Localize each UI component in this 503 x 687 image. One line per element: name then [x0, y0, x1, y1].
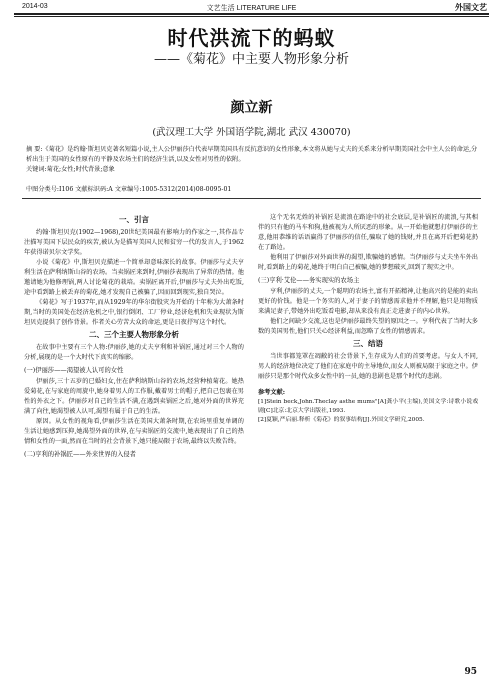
article-title: 时代洪流下的蚂蚁: [167, 26, 336, 50]
section-heading: 三、结语: [353, 339, 383, 348]
paragraph: 《菊花》写于1937年,而从1929年的华尔街股灾为开始的十年称为大萧条时期,当时的美国处在经济危机之中,银行倒闭、工厂停业,经济危机和失业现状为斯坦贝克提供了创作背景。作者关心劳苦大众的命运,更是日夜抒写这个时代。: [24, 299, 244, 326]
left-column: [24, 213, 244, 461]
reference-item: [2]夏颖,严启丽.释析《菊花》的叙事结构[J].外国文学研究,2005.: [258, 417, 425, 423]
keywords: 关键词:菊花;女性;时代背景;意象: [26, 166, 115, 173]
column-label: 外国文艺: [455, 2, 487, 12]
running-header: [0, 0, 503, 16]
abstract: 摘 要:《菊花》是约翰·斯坦贝克著名短篇小说,主人公伊丽莎白代表早期美国具有反抗意识的女性形象,本文将从她与丈夫的关系来分析早期美国社会中主人公的命运,分析出生于美国的女性原有的平静及农场主们的经济生活,以及女性对男性的依附。: [26, 146, 478, 163]
subsection-heading: (一)伊丽莎——渴望被人认可的女性: [24, 367, 124, 374]
paragraph: 小说《菊花》中,斯坦贝克描述一个简单却意味深长的故事。伊丽莎与丈夫亨利生活在萨利纳斯山谷的农场。当卖锅匠来到时,伊丽莎表现出了异常的热情。他邀请她为他修理锅,两人讨论菊花的栽培。卖锅匠离开后,伊丽莎与丈夫外出吃饭,途中看到路上被丢弃的菊花,她才发现自己被骗了,因而回到现实,独自哭泣。: [24, 259, 244, 296]
header-rule-thin: [14, 16, 489, 17]
paragraph: 伊丽莎,三十五岁的已婚妇女,住在萨利纳斯山谷的农场,经营种植菊花。她热爱菊花,在与家庭的周旋中,她身着男人的工作服,戴着男士的帽子,把自己包裹在男性的外衣之下。伊丽莎对自己的生活不满,在遇到卖锅匠之后,她对外面的世界充满了向往,她渴望被人认可,渴望有属于自己的生活。: [24, 378, 244, 415]
subsection-heading: (二)亨利的补锅匠——外来世界的入侵者: [24, 451, 136, 458]
paragraph: 这个无名无姓的补锅匠是流浪在路途中的社会底层,是补锅匠的流浪,与其相伴的只有他的马车和狗,他被视为人所厌恶的形象。从一开始他就想打伊丽莎的主意,他用恭维的话语赢得了伊丽莎的信任,骗取了她的钱财,并且在离开后把菊花扔在了路边。: [258, 214, 478, 251]
journal-name: 文艺生活 LITERATURE LIFE: [206, 5, 297, 12]
author-name: 颜立新: [230, 100, 273, 116]
paragraph: 原因。从女性的视角看,伊丽莎生活在美国大萧条时期,在农场里重复单调的生活让她感到压抑,她渴望外面的世界,在与卖锅匠的交流中,她表现出了自己的热情和女性的一面,然而在当时的社会背景下,她只能局限于农场,最终以失败告终。: [24, 418, 244, 445]
abstract-block: [26, 145, 478, 175]
paragraph: 他们之间缺少交流,这也是伊丽莎最终失望的原因之一。亨利代表了当时大多数的美国男性,他们只关心经济利益,而忽略了女性的情感需求。: [258, 318, 478, 335]
references-heading: 参考文献:: [258, 389, 286, 396]
section-heading: 二、三个主要人物形象分析: [89, 330, 179, 339]
section-heading: 一、引言: [119, 215, 149, 224]
paragraph: 约翰·斯坦贝克(1902—1968),20世纪美国最有影响力的作家之一,其作品专注描写美国下层民众的疾苦,被认为是描写美国人民和贫穷一代的发言人,于1962年获得诺贝尔文学奖。: [24, 229, 244, 256]
classification-line: 中图分类号:I106 文献标识码:A 文章编号:1005-5312(2014)08-0095-01: [26, 186, 232, 193]
issue-label: 2014-03: [22, 3, 48, 10]
reference-item: [1]Stein beck,John.Theclay asthe mums"[A]龚小平(主编),美国文学:诗歌小说戏剧[C]北京:北京大学出版社,1993.: [258, 399, 478, 414]
paragraph: 亨利,伊丽莎的丈夫,一个聪明的农场主,富有开拓精神,让他高兴的是能的卖出更好的价钱。他是一个务实的人,对于妻子的情感需求他并不理解,他只是用物质来满足妻子,带她外出吃饭看电影,却从来没有真正走进妻子的内心世界。: [258, 288, 478, 315]
paragraph: 他利用了伊丽莎对外面世界的渴望,欺骗她的感情。当伊丽莎与丈夫坐车外出时,看到路上的菊花,她终于明白自己被骗,她的梦想破灭,回到了现实之中。: [258, 254, 478, 271]
page-number: 95: [464, 667, 477, 677]
paragraph: 当世事都笼罩在凋敝的社会背景下,生存成为人们的首要考虑。与女人不同,男人的经济地位决定了他们在家庭中的主导地位,而女人则被局限于家庭之中。伊丽莎只是那个时代众多女性中的一员,她的悲剧也是那个时代的悲剧。: [258, 353, 478, 380]
author-affiliation: (武汉理工大学 外国语学院,湖北 武汉 430070): [152, 127, 351, 138]
paragraph: 在故事中主要有三个人物:伊丽莎,她的丈夫亨利和补锅匠,通过对三个人物的分析,展现的是一个大时代下真实的缩影。: [24, 344, 244, 361]
right-column: [258, 213, 478, 425]
divider: [22, 198, 481, 199]
article-subtitle: ——《菊花》中主要人物形象分析: [153, 52, 349, 67]
subsection-heading: (三)亨利·艾伦——务实现实的农场主: [258, 277, 360, 284]
header-rule: [14, 13, 489, 15]
